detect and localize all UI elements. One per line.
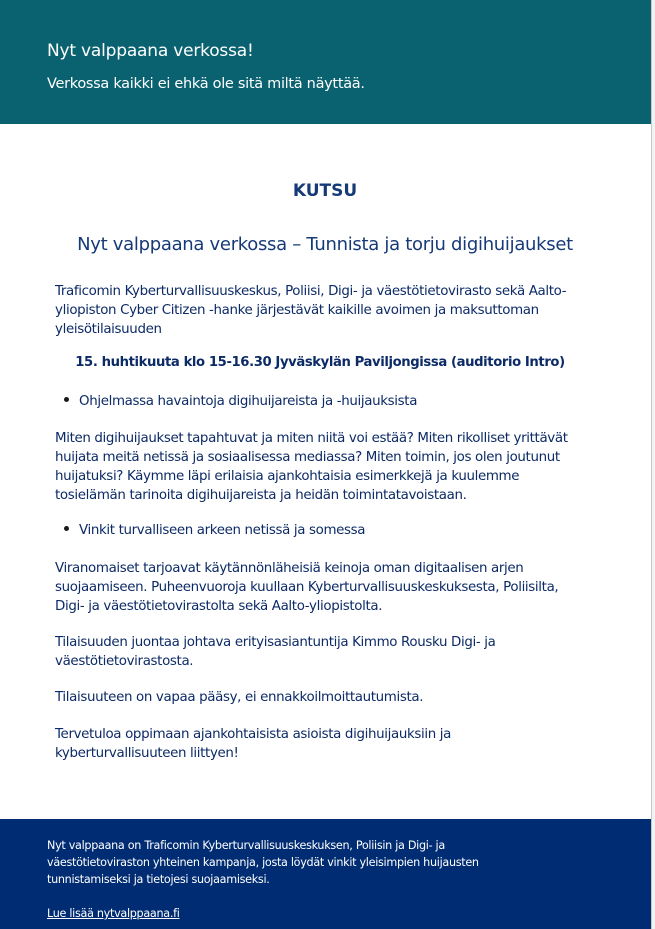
header-subtitle: Verkossa kaikki ei ehkä ole sitä miltä näyttää.: [47, 76, 365, 92]
welcome-paragraph: [55, 725, 585, 763]
admission-line: Tilaisuuteen on vapaa pääsy, ei ennakkoilmoittautumista.: [55, 690, 424, 705]
welcome-line: Tervetuloa oppimaan ajankohtaisista asioista digihuijauksiin ja: [55, 727, 452, 742]
header-banner: [0, 0, 651, 124]
footer: [0, 819, 651, 929]
program-paragraph: [55, 429, 585, 505]
header-title: Nyt valppaana verkossa!: [47, 41, 254, 61]
event-details: 15. huhtikuuta klo 15-16.30 Jyväskylän Paviljongissa (auditorio Intro): [75, 355, 565, 370]
bullet-icon: [64, 526, 69, 531]
host-line: väestötietovirastosta.: [55, 654, 194, 669]
welcome-line: kyberturvallisuuteen liittyen!: [55, 746, 239, 761]
authorities-line: suojaamiseen. Puheenvuoroja kuullaan Kyberturvallisuuskeskuksesta, Poliisilta,: [55, 580, 559, 595]
footer-line: Nyt valppaana on Traficomin Kyberturvallisuuskeskuksen, Poliisin ja Digi- ja: [47, 839, 445, 852]
bullet-item-program: [64, 392, 417, 411]
host-paragraph: [55, 633, 585, 671]
footer-line: tunnistamiseksi ja tietojesi suojaamiseksi.: [47, 873, 270, 886]
authorities-line: Digi- ja väestötietovirastolta sekä Aalto-yliopistolta.: [55, 599, 383, 614]
footer-line: väestötietoviraston yhteinen kampanja, josta löydät vinkit yleisimpien huijausten: [47, 856, 479, 869]
bullet-item-tips: [64, 521, 365, 540]
host-line: Tilaisuuden juontaa johtava erityisasiantuntija Kimmo Rousku Digi- ja: [55, 635, 496, 650]
program-line: tosielämän tarinoita digihuijareista ja heidän toimintatavoistaan.: [55, 488, 467, 503]
bullet-icon: [64, 397, 69, 402]
admission-paragraph: [55, 688, 585, 707]
program-line: huijatuksi? Käymme läpi erilaisia ajankohtaisia esimerkkejä ja kuulemme: [55, 469, 520, 484]
authorities-line: Viranomaiset tarjoavat käytännönläheisiä keinoja oman digitaalisen arjen: [55, 561, 524, 576]
bullet-text: Vinkit turvalliseen arkeen netissä ja somessa: [79, 523, 366, 538]
authorities-paragraph: [55, 559, 585, 616]
intro-line: yliopiston Cyber Citizen -hanke järjestävät kaikille avoimen ja maksuttoman: [55, 303, 539, 318]
intro-line: yleisötilaisuuden: [55, 322, 162, 337]
invitation-label: KUTSU: [292, 181, 358, 201]
program-line: huijata meitä netissä ja sosiaalisessa mediassa? Miten toimin, jos olen joutunut: [55, 450, 560, 465]
read-more-link[interactable]: Lue lisää nytvalppaana.fi: [47, 907, 180, 920]
intro-paragraph: [55, 282, 585, 339]
program-line: Miten digihuijaukset tapahtuvat ja miten niitä voi estää? Miten rikolliset yrittävät: [55, 431, 568, 446]
intro-line: Traficomin Kyberturvallisuuskeskus, Poliisi, Digi- ja väestötietovirasto sekä Aalto-: [55, 284, 567, 299]
bullet-text: Ohjelmassa havaintoja digihuijareista ja -huijauksista: [79, 394, 418, 409]
footer-description: [47, 837, 479, 888]
event-heading: Nyt valppaana verkossa – Tunnista ja torju digihuijaukset: [77, 234, 573, 255]
